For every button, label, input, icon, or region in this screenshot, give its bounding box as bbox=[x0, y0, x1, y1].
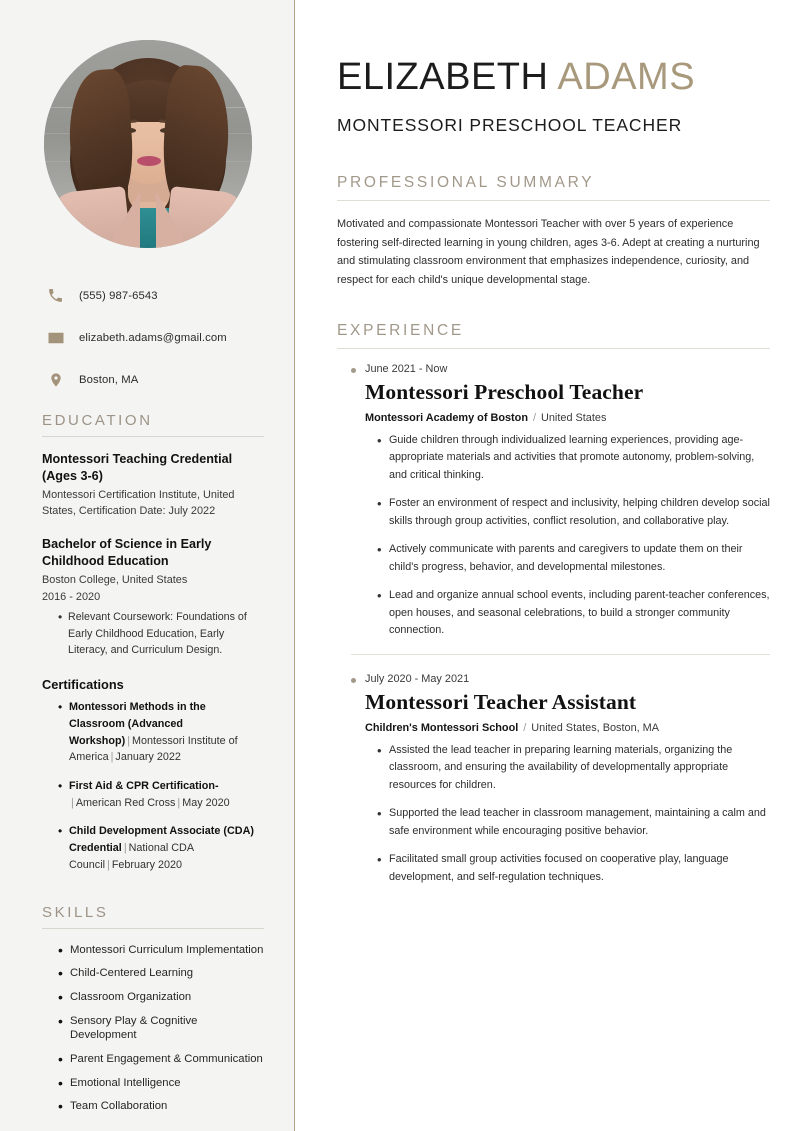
experience-organization bbox=[365, 412, 770, 424]
list-item: • Classroom Organization bbox=[58, 990, 264, 1005]
list-item: • Emotional Intelligence bbox=[58, 1076, 264, 1091]
education-title: Montessori Teaching Credential (Ages 3-6) bbox=[42, 452, 233, 484]
envelope-icon bbox=[46, 328, 65, 347]
education-section bbox=[42, 412, 264, 874]
experience-date: June 2021 - Now bbox=[351, 363, 770, 375]
skills-list bbox=[42, 943, 264, 1114]
summary-heading: PROFESSIONAL SUMMARY bbox=[337, 174, 770, 201]
education-date: 2016 - 2020 bbox=[42, 590, 101, 603]
list-item: • Supported the lead teacher in classroom management, maintaining a calm and safe environment while encouraging positive behavior. bbox=[377, 805, 770, 840]
separator: | bbox=[110, 751, 114, 764]
list-item: • Foster an environment of respect and inclusivity, helping children develop social skills through group activities, conflict resolution, and collaborative play. bbox=[377, 495, 770, 530]
last-name: ADAMS bbox=[557, 56, 696, 98]
certification-name: First Aid & CPR Certification- bbox=[69, 779, 219, 792]
location-pin-icon bbox=[46, 370, 65, 389]
experience-section bbox=[337, 322, 770, 886]
education-heading: EDUCATION bbox=[42, 412, 264, 437]
separator: / bbox=[532, 411, 537, 424]
contact-phone[interactable] bbox=[42, 286, 264, 305]
list-item: • Montessori Curriculum Implementation bbox=[58, 943, 264, 958]
separator: | bbox=[71, 796, 74, 809]
list-item: • Sensory Play & Cognitive Development bbox=[58, 1014, 264, 1043]
separator: | bbox=[127, 734, 130, 747]
certification-name: Montessori Methods in the Classroom (Advanced Workshop) bbox=[69, 701, 206, 747]
phone-icon bbox=[46, 286, 65, 305]
list-item: • Parent Engagement & Communication bbox=[58, 1052, 264, 1067]
certification-date: January 2022 bbox=[115, 751, 181, 764]
list-item: • Facilitated small group activities focused on cooperative play, language development, and self-regulation techniques. bbox=[377, 851, 770, 886]
certifications-list bbox=[42, 699, 264, 874]
list-item: • Team Collaboration bbox=[58, 1099, 264, 1114]
contact-email-value: elizabeth.adams@gmail.com bbox=[79, 331, 227, 344]
certification-date: May 2020 bbox=[182, 796, 230, 809]
certification-detail: American Red Cross bbox=[75, 796, 176, 809]
page-title bbox=[337, 58, 770, 98]
education-subtitle: Montessori Certification Institute, United States, Certification Date: July 2022 bbox=[42, 489, 235, 518]
experience-organization bbox=[365, 722, 770, 734]
separator: | bbox=[123, 842, 127, 855]
contact-list bbox=[42, 286, 264, 389]
sidebar bbox=[0, 0, 295, 1131]
experience-heading: EXPERIENCE bbox=[337, 322, 770, 349]
profile-photo bbox=[44, 40, 252, 248]
certifications-heading: Certifications bbox=[42, 677, 124, 693]
list-item: • Relevant Coursework: Foundations of Early Childhood Education, Early Literacy, and Curriculum Design. bbox=[58, 609, 264, 659]
first-name: ELIZABETH bbox=[337, 56, 549, 98]
experience-divider bbox=[351, 654, 770, 655]
list-item bbox=[58, 823, 264, 873]
main-content bbox=[295, 0, 800, 1131]
experience-role: Montessori Teacher Assistant bbox=[365, 689, 637, 714]
skills-heading: SKILLS bbox=[42, 904, 264, 929]
list-item: • Assisted the lead teacher in preparing learning materials, organizing the classroom, and ensuring the availability of developmentally appropriate resources for children. bbox=[377, 742, 770, 794]
experience-item bbox=[337, 363, 770, 640]
list-item: • Actively communicate with parents and caregivers to update them on their child's progress, behavior, and developmental milestones. bbox=[377, 541, 770, 576]
list-item: • Lead and organize annual school events, including parent-teacher conferences, open houses, and seasonal celebrations, to build a stronger community connection. bbox=[377, 587, 770, 639]
separator: | bbox=[107, 858, 110, 871]
photo-lips bbox=[137, 156, 161, 166]
education-subtitle: Boston College, United States bbox=[42, 574, 188, 587]
organization-location: United States bbox=[541, 411, 607, 424]
list-item: • Guide children through individualized learning experiences, providing age-appropriate materials and activities that promote autonomy, problem-solving, and critical thinking. bbox=[377, 432, 770, 484]
experience-item bbox=[337, 673, 770, 886]
summary-text: Motivated and compassionate Montessori Teacher with over 5 years of experience fostering self-directed learning in young children, ages 3-6. Adept at creating a nurturing and stimulating classroom environment that emphasizes independence, curiosity, and respect for each child's unique developmental stage. bbox=[337, 217, 760, 287]
education-item bbox=[42, 451, 264, 520]
certification-name: Child Development Associate (CDA) Credential bbox=[69, 825, 254, 855]
contact-phone-value: (555) 987-6543 bbox=[79, 289, 158, 302]
list-item: • Child-Centered Learning bbox=[58, 966, 264, 981]
organization-location: United States, Boston, MA bbox=[531, 721, 660, 734]
certification-date: February 2020 bbox=[111, 858, 183, 871]
experience-date: July 2020 - May 2021 bbox=[351, 673, 770, 685]
certification-detail: Montessori Institute of America bbox=[69, 734, 238, 764]
education-item bbox=[42, 536, 264, 659]
organization-name: Montessori Academy of Boston bbox=[365, 411, 528, 424]
list-item bbox=[58, 778, 264, 811]
professional-summary-section bbox=[337, 174, 770, 290]
job-title: MONTESSORI PRESCHOOL TEACHER bbox=[337, 114, 683, 135]
separator: | bbox=[177, 796, 181, 809]
certification-detail: National CDA Council bbox=[69, 842, 194, 871]
contact-location[interactable] bbox=[42, 370, 264, 389]
experience-bullets bbox=[377, 432, 770, 640]
experience-role: Montessori Preschool Teacher bbox=[365, 379, 644, 404]
experience-bullets bbox=[377, 742, 770, 886]
contact-location-value: Boston, MA bbox=[79, 373, 139, 386]
organization-name: Children's Montessori School bbox=[365, 721, 519, 734]
education-title: Bachelor of Science in Early Childhood Education bbox=[42, 536, 212, 568]
separator: / bbox=[523, 721, 527, 734]
education-bullets bbox=[42, 609, 264, 659]
contact-email[interactable] bbox=[42, 328, 264, 347]
list-item bbox=[58, 699, 264, 766]
skills-section bbox=[42, 904, 264, 1114]
